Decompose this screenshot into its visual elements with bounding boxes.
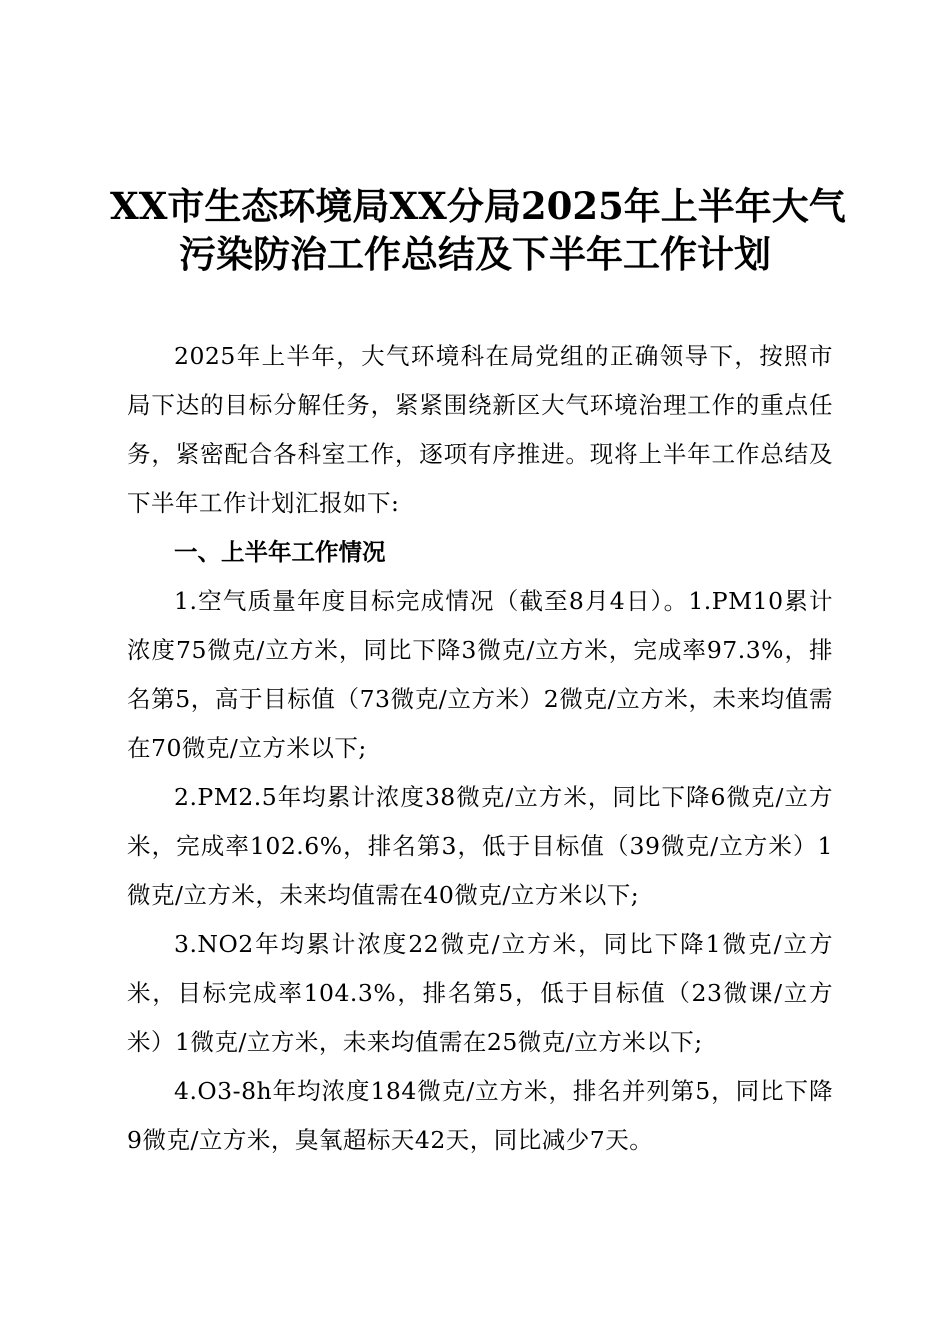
section-heading: 一、上半年工作情况 bbox=[174, 538, 386, 566]
item-paragraph-4: 4.O3-8h年均浓度184微克/立方米，排名并列第5，同比下降9微克/立方米，臭氧超标天42天，同比减少7天。 bbox=[127, 1077, 833, 1154]
item-paragraph-1: 1.空气质量年度目标完成情况（截至8月4日）。1.PM10累计浓度75微克/立方米，同比下降3微克/立方米，完成率97.3%，排名第5，高于目标值（73微克/立方米）2微克/立方米，未来均值需在70微克/立方米以下; bbox=[127, 587, 833, 762]
item-paragraph-2: 2.PM2.5年均累计浓度38微克/立方米，同比下降6微克/立方米，完成率102.6%，排名第3，低于目标值（39微克/立方米）1微克/立方米，未来均值需在40微克/立方米以下; bbox=[127, 783, 833, 909]
document-body bbox=[127, 332, 833, 1165]
title-line-2: 污染防治工作总结及下半年工作计划 bbox=[179, 232, 771, 276]
title-line-1: XX市生态环境局XX分局2025年上半年大气 bbox=[110, 184, 846, 228]
intro-paragraph: 2025年上半年，大气环境科在局党组的正确领导下，按照市局下达的目标分解任务，紧紧围绕新区大气环境治理工作的重点任务，紧密配合各科室工作，逐项有序推进。现将上半年工作总结及下半年工作计划汇报如下: bbox=[127, 342, 833, 517]
item-paragraph-3: 3.NO2年均累计浓度22微克/立方米，同比下降1微克/立方米，目标完成率104.3%，排名第5，低于目标值（23微课/立方米）1微克/立方米，未来均值需在25微克/立方米以下; bbox=[127, 930, 833, 1056]
document-title bbox=[110, 182, 846, 278]
